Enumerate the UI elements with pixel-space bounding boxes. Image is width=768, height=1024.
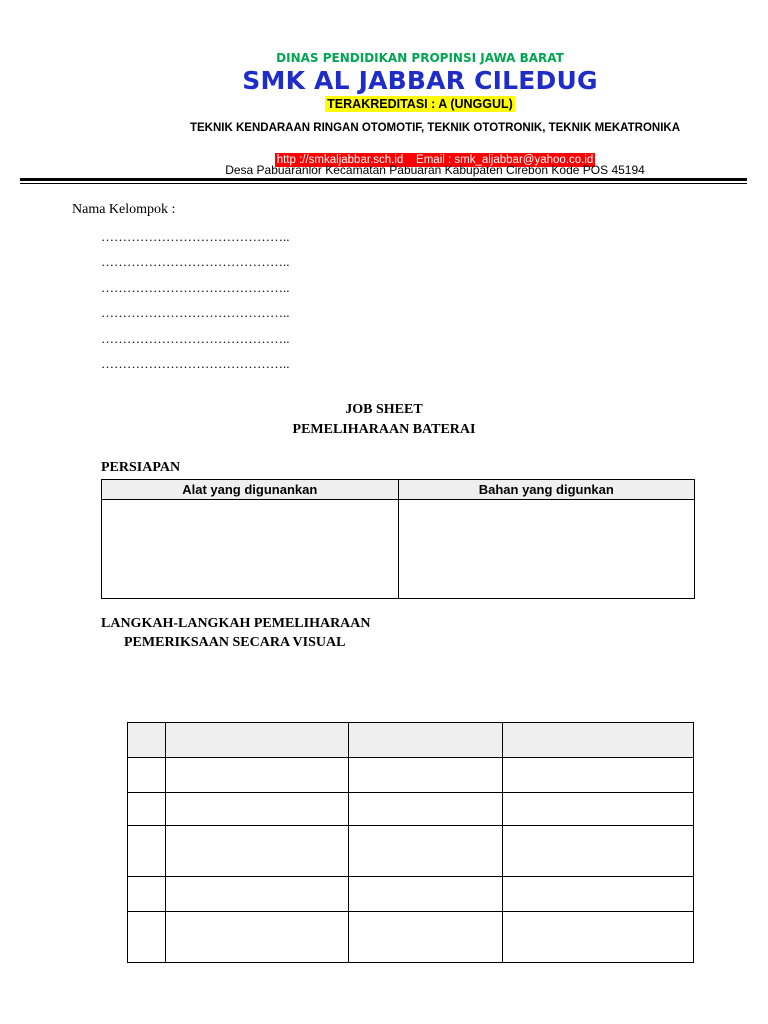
table-cell[interactable]	[348, 912, 503, 963]
group-member-blank: ……………………………………..	[101, 229, 290, 244]
letterhead-rule-thick	[20, 178, 747, 181]
table-cell[interactable]	[348, 826, 503, 877]
address-line: Desa Pabuaranlor Kecamatan Pabuaran Kabupaten Cirebon Kode POS 45194	[225, 163, 645, 177]
table-cell[interactable]	[165, 758, 348, 793]
table-cell[interactable]	[128, 826, 166, 877]
job-sheet-subtitle: PEMELIHARAAN BATERAI	[292, 422, 476, 437]
steps-subheading: PEMERIKSAAN SECARA VISUAL	[124, 635, 346, 650]
materials-column-header: Bahan yang digunkan	[398, 480, 694, 500]
table-cell[interactable]	[348, 877, 503, 912]
table-cell[interactable]	[503, 758, 694, 793]
materials-cell[interactable]	[398, 500, 694, 599]
table-cell	[503, 723, 694, 758]
tools-cell[interactable]	[102, 500, 399, 599]
table-cell[interactable]	[128, 912, 166, 963]
table-cell[interactable]	[165, 826, 348, 877]
table-row	[128, 912, 694, 963]
table-cell	[348, 723, 503, 758]
table-cell[interactable]	[503, 912, 694, 963]
letterhead-rule-thin	[20, 183, 747, 184]
group-member-blank: ……………………………………..	[101, 305, 290, 320]
tools-column-header: Alat yang digunankan	[102, 480, 399, 500]
accreditation-badge: TERAKREDITASI : A (UNGGUL)	[327, 97, 513, 111]
table-cell[interactable]	[128, 877, 166, 912]
table-cell[interactable]	[165, 793, 348, 826]
table-cell[interactable]	[348, 758, 503, 793]
table-cell[interactable]	[503, 877, 694, 912]
table-cell[interactable]	[128, 758, 166, 793]
agency-name: DINAS PENDIDIKAN PROPINSI JAWA BARAT	[276, 51, 564, 65]
table-row	[128, 826, 694, 877]
table-row	[128, 758, 694, 793]
steps-heading: LANGKAH-LANGKAH PEMELIHARAAN	[101, 616, 371, 631]
group-label: Nama Kelompok :	[72, 202, 176, 217]
persiapan-heading: PERSIAPAN	[101, 460, 181, 475]
persiapan-table	[101, 479, 695, 599]
programs-line: TEKNIK KENDARAAN RINGAN OTOMOTIF, TEKNIK OTOTRONIK, TEKNIK MEKATRONIKA	[189, 122, 681, 134]
table-cell[interactable]	[128, 793, 166, 826]
table-row	[128, 877, 694, 912]
group-member-blank: ……………………………………..	[101, 254, 290, 269]
contact-line: http ://smkaljabbar.sch.id Email : smk_aljabbar@yahoo.co.id	[276, 154, 594, 166]
table-cell[interactable]	[503, 826, 694, 877]
table-header-row	[128, 723, 694, 758]
group-member-blank: ……………………………………..	[101, 331, 290, 346]
job-sheet-title: JOB SHEET	[345, 402, 423, 417]
group-member-blank: ……………………………………..	[101, 356, 290, 371]
table-cell[interactable]	[503, 793, 694, 826]
accreditation-wrap	[170, 95, 670, 113]
table-row	[128, 793, 694, 826]
table-cell[interactable]	[165, 912, 348, 963]
table-cell	[165, 723, 348, 758]
table-cell[interactable]	[165, 877, 348, 912]
table-cell	[128, 723, 166, 758]
inspection-table	[127, 722, 694, 963]
school-name: SMK AL JABBAR CILEDUG	[242, 66, 598, 95]
group-member-blank: ……………………………………..	[101, 280, 290, 295]
table-cell[interactable]	[348, 793, 503, 826]
